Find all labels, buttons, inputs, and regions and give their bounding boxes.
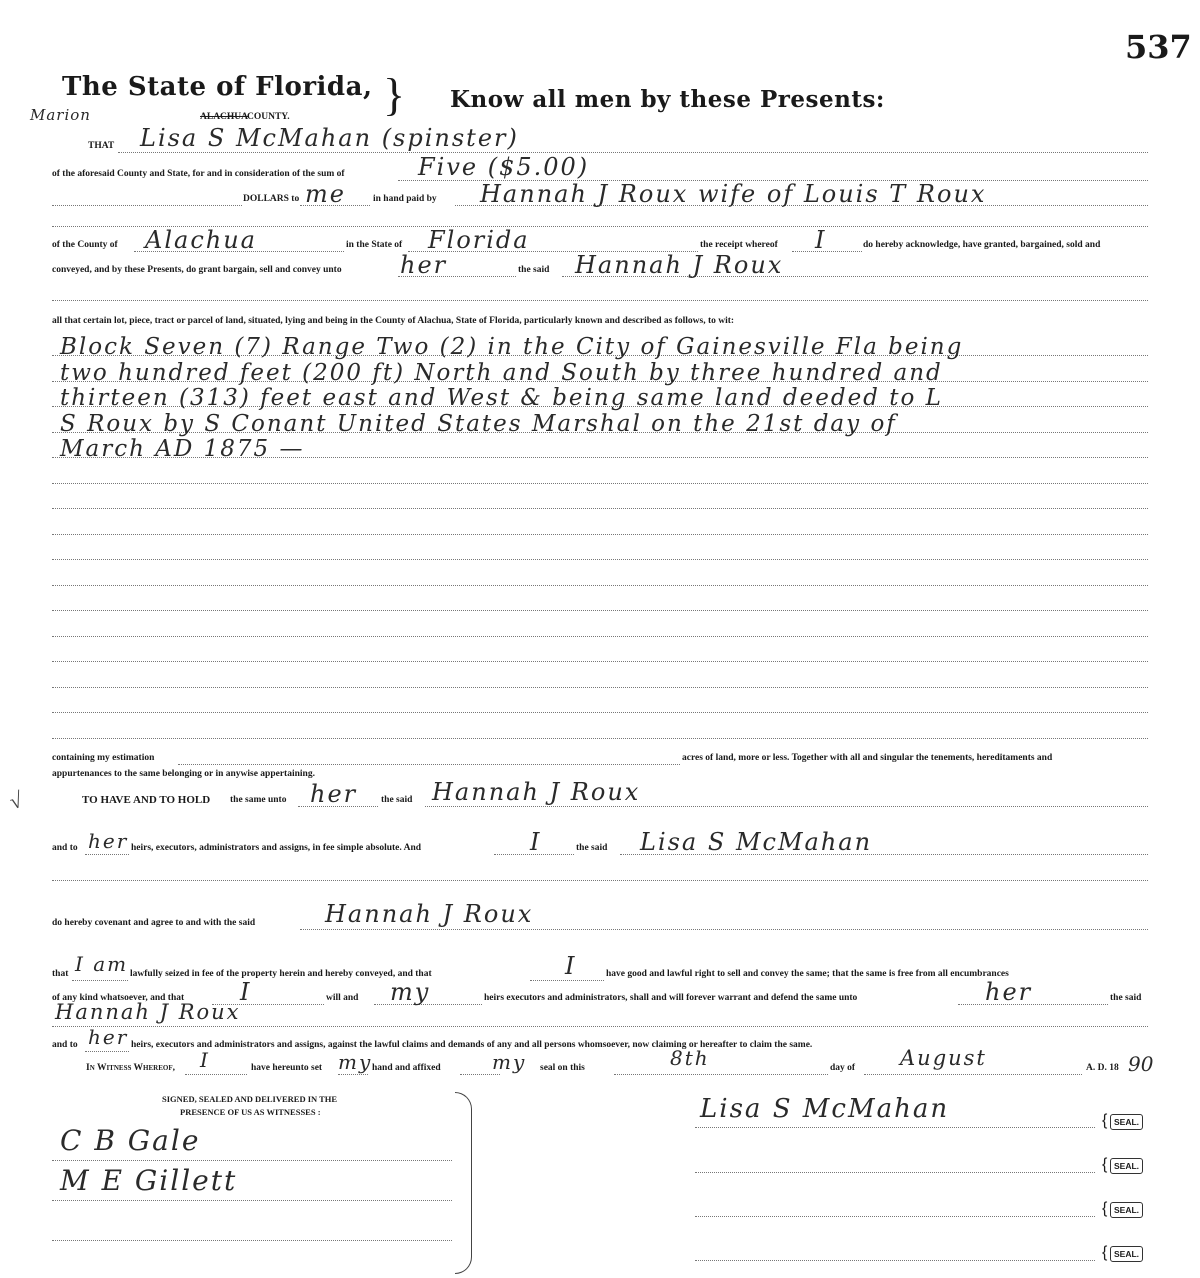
seal-badge-1: { SEAL. bbox=[1110, 1114, 1143, 1130]
will-and-value: my bbox=[390, 978, 431, 1006]
grantor-name: Lisa S McMahan (spinster) bbox=[140, 124, 519, 152]
witness-i-value: I bbox=[200, 1048, 210, 1072]
receipt-label: the receipt whereof bbox=[700, 240, 778, 250]
and-to-value: her bbox=[88, 829, 129, 853]
acres-label: acres of land, more or less. Together with all and singular the tenements, hereditaments and bbox=[682, 753, 1053, 763]
have-said-label: the said bbox=[381, 795, 413, 805]
month-value: August bbox=[900, 1046, 987, 1070]
county-struck: ALACHUA bbox=[200, 112, 249, 122]
covenant-value: Hannah J Roux bbox=[325, 900, 534, 928]
and-to-2-value: her bbox=[88, 1025, 129, 1049]
page-number: 537 bbox=[1125, 28, 1192, 66]
acknowledge-label: do hereby acknowledge, have granted, bargained, sold and bbox=[863, 240, 1101, 250]
hereunto-label: have hereunto set bbox=[251, 1063, 323, 1073]
in-witness-label: In Witness Whereof, bbox=[86, 1063, 175, 1073]
signature: Lisa S McMahan bbox=[700, 1094, 950, 1124]
that-am-value: I am bbox=[75, 952, 129, 976]
and-that-value: I bbox=[565, 952, 577, 980]
have-good-label: have good and lawful right to sell and convey the same; that the same is free from all encumbrances bbox=[606, 969, 1009, 979]
day-value: 8th bbox=[670, 1046, 710, 1070]
paid-by-value: Hannah J Roux wife of Louis T Roux bbox=[480, 180, 987, 208]
description-line-1: Block Seven (7) Range Two (2) in the City of Gainesville Fla being bbox=[60, 334, 964, 360]
all-that-label: all that certain lot, piece, tract or parcel of land, situated, lying and being in the County of Alachua, State of Florida, particularly known and described as follows, to wit: bbox=[52, 316, 735, 326]
set-my-value: my bbox=[338, 1050, 373, 1074]
will-and-label: will and bbox=[326, 993, 359, 1003]
sum-amount: Five ($5.00) bbox=[418, 153, 590, 181]
of-any-kind-value: I bbox=[240, 978, 252, 1006]
warrant-label: heirs executors and administrators, shall and will forever warrant and defend the same unto bbox=[484, 993, 858, 1003]
affixed-my-value: my bbox=[492, 1050, 527, 1074]
said-name-value: Hannah J Roux bbox=[575, 251, 784, 279]
seal-on-label: seal on this bbox=[540, 1063, 585, 1073]
to-have-label: TO HAVE AND TO HOLD bbox=[82, 794, 211, 806]
day-of-label: day of bbox=[830, 1063, 856, 1073]
and-to-2-label: and to bbox=[52, 1040, 78, 1050]
and-to-label: and to bbox=[52, 843, 78, 853]
said-line-value: Hannah J Roux bbox=[55, 1000, 241, 1024]
county-of-label: of the County of bbox=[52, 240, 118, 250]
presents-heading: Know all men by these Presents: bbox=[450, 86, 885, 113]
heirs-fee-label: heirs, executors, administrators and assigns, in fee simple absolute. And bbox=[131, 843, 422, 853]
margin-check-mark: √ bbox=[6, 786, 25, 815]
same-unto-label: the same unto bbox=[230, 795, 287, 805]
appurtenances-label: appurtenances to the same belonging or in anywise appertaining. bbox=[52, 769, 315, 779]
warrant-unto-value: her bbox=[985, 978, 1033, 1006]
witness-bracket bbox=[455, 1092, 472, 1274]
witness-1: C B Gale bbox=[60, 1124, 201, 1157]
the-said-label: the said bbox=[518, 265, 550, 275]
conveyed-label: conveyed, and by these Presents, do grant bargain, sell and convey unto bbox=[52, 265, 342, 275]
seal-badge-3: { SEAL. bbox=[1110, 1202, 1143, 1218]
have-unto-value: her bbox=[310, 780, 358, 808]
county-handwritten: Marion bbox=[30, 106, 91, 124]
have-said-value: Hannah J Roux bbox=[432, 778, 641, 806]
witness-2: M E Gillett bbox=[60, 1164, 238, 1197]
signed-line-2: PRESENCE OF US AS WITNESSES : bbox=[180, 1107, 321, 1117]
description-line-2: two hundred feet (200 ft) North and South by three hundred and bbox=[60, 360, 943, 386]
convey-unto-value: her bbox=[400, 251, 448, 279]
state-of-label: in the State of bbox=[346, 240, 403, 250]
that-label: THAT bbox=[88, 141, 115, 151]
claims-label: heirs, executors and administrators and assigns, against the lawful claims and demands of any and all persons whomsoever, now claiming or hereafter to claim the same. bbox=[131, 1040, 813, 1050]
paid-by-label: in hand paid by bbox=[373, 194, 437, 204]
county-value: Alachua bbox=[145, 226, 257, 254]
and-i-value: I bbox=[530, 828, 542, 856]
covenant-label: do hereby covenant and agree to and with the said bbox=[52, 918, 256, 928]
warrant-said-label: the said bbox=[1110, 993, 1142, 1003]
and-said-label: the said bbox=[576, 843, 608, 853]
seal-badge-4: { SEAL. bbox=[1110, 1246, 1143, 1262]
seal-badge-2: { SEAL. bbox=[1110, 1158, 1143, 1174]
county-label: COUNTY. bbox=[247, 112, 290, 122]
year-value: 90 bbox=[1128, 1052, 1154, 1076]
state-title: The State of Florida, bbox=[62, 72, 373, 102]
description-line-5: March AD 1875 — bbox=[60, 436, 305, 462]
dollars-to-label: DOLLARS to bbox=[243, 194, 300, 204]
containing-label: containing my estimation bbox=[52, 753, 155, 763]
ad-label: A. D. 18 bbox=[1086, 1063, 1119, 1073]
signed-line-1: SIGNED, SEALED AND DELIVERED IN THE bbox=[162, 1094, 338, 1104]
hand-affixed-label: hand and affixed bbox=[372, 1063, 441, 1073]
state-value: Florida bbox=[428, 226, 530, 254]
description-line-3: thirteen (313) feet east and West & being same land deeded to L bbox=[60, 385, 943, 411]
dollars-to-value: me bbox=[305, 180, 346, 208]
and-said-value: Lisa S McMahan bbox=[640, 828, 873, 856]
header-brace: } bbox=[383, 69, 406, 120]
of-any-kind-label: of any kind whatsoever, and that bbox=[52, 993, 185, 1003]
description-line-4: S Roux by S Conant United States Marshal on the 21st day of bbox=[60, 411, 897, 437]
lawfully-label: lawfully seized in fee of the property herein and hereby conveyed, and that bbox=[130, 969, 432, 979]
aforesaid-label: of the aforesaid County and State, for and in consideration of the sum of bbox=[52, 169, 345, 179]
that-lower-label: that bbox=[52, 969, 69, 979]
receipt-value: I bbox=[815, 226, 827, 254]
